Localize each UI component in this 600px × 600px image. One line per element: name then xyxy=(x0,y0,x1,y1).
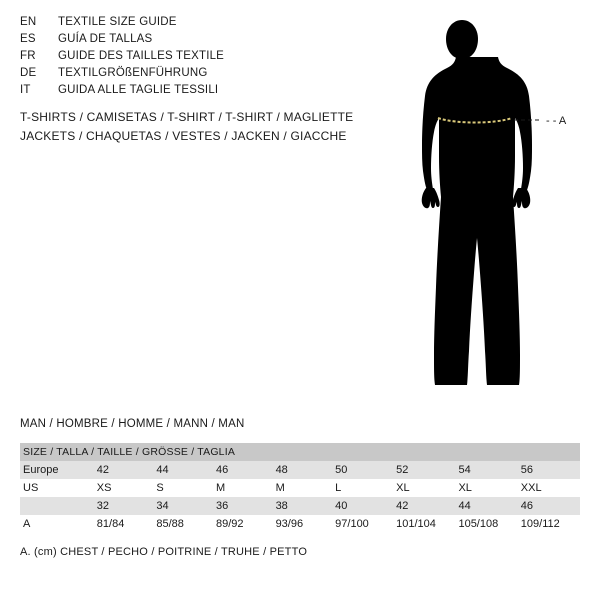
table-header-label: SIZE / TALLA / TAILLE / GRÖSSE / TAGLIA xyxy=(20,443,580,461)
figure-illustration xyxy=(400,10,600,410)
cell: 50 xyxy=(332,461,393,479)
language-row xyxy=(20,16,400,33)
cell: 42 xyxy=(393,497,455,515)
footnote: A. (cm) CHEST / PECHO / POITRINE / TRUHE / PETTO xyxy=(20,546,308,558)
cell: 93/96 xyxy=(273,515,333,533)
row-label xyxy=(20,497,94,515)
size-table xyxy=(20,443,580,533)
language-code: DE xyxy=(20,67,37,79)
language-code: ES xyxy=(20,33,36,45)
table-title: MAN / HOMBRE / HOMME / MANN / MAN xyxy=(20,418,245,430)
cell: 32 xyxy=(94,497,154,515)
cell: M xyxy=(273,479,333,497)
cell: 81/84 xyxy=(94,515,154,533)
cell: XXL xyxy=(518,479,580,497)
cell: 38 xyxy=(273,497,333,515)
cell: 36 xyxy=(213,497,273,515)
table-row xyxy=(20,497,580,515)
cell: 105/108 xyxy=(455,515,517,533)
male-silhouette-icon xyxy=(400,10,600,410)
cell: 89/92 xyxy=(213,515,273,533)
language-text: TEXTILGRÖßENFÜHRUNG xyxy=(58,67,208,79)
measure-label-a: - - A xyxy=(546,115,567,127)
language-code: EN xyxy=(20,16,37,28)
cell: 54 xyxy=(455,461,517,479)
cell: 40 xyxy=(332,497,393,515)
language-text: TEXTILE SIZE GUIDE xyxy=(58,16,177,28)
language-code: IT xyxy=(20,84,31,96)
category-line-jackets: JACKETS / CHAQUETAS / VESTES / JACKEN / GIACCHE xyxy=(20,129,347,143)
table-header-row xyxy=(20,443,580,461)
cell: 42 xyxy=(94,461,154,479)
cell: 44 xyxy=(153,461,213,479)
language-row xyxy=(20,50,400,67)
language-code: FR xyxy=(20,50,36,62)
cell: 56 xyxy=(518,461,580,479)
cell: 85/88 xyxy=(153,515,213,533)
category-line-tshirts: T-SHIRTS / CAMISETAS / T-SHIRT / T-SHIRT / MAGLIETTE xyxy=(20,110,354,124)
cell: XS xyxy=(94,479,154,497)
language-row xyxy=(20,84,400,101)
cell: S xyxy=(153,479,213,497)
language-row xyxy=(20,67,400,84)
language-row xyxy=(20,33,400,50)
row-label: US xyxy=(20,479,94,497)
cell: 101/104 xyxy=(393,515,455,533)
table-row xyxy=(20,515,580,533)
language-text: GUIDE DES TAILLES TEXTILE xyxy=(58,50,225,62)
cell: 44 xyxy=(455,497,517,515)
row-label: A xyxy=(20,515,94,533)
cell: 97/100 xyxy=(332,515,393,533)
cell: XL xyxy=(455,479,517,497)
category-list xyxy=(20,108,420,146)
cell: M xyxy=(213,479,273,497)
table-row xyxy=(20,461,580,479)
cell: 34 xyxy=(153,497,213,515)
language-list xyxy=(20,16,400,101)
cell: 46 xyxy=(518,497,580,515)
language-text: GUÍA DE TALLAS xyxy=(58,33,153,45)
cell: 109/112 xyxy=(518,515,580,533)
cell: XL xyxy=(393,479,455,497)
cell: L xyxy=(332,479,393,497)
table-row xyxy=(20,479,580,497)
language-text: GUIDA ALLE TAGLIE TESSILI xyxy=(58,84,219,96)
cell: 52 xyxy=(393,461,455,479)
cell: 46 xyxy=(213,461,273,479)
cell: 48 xyxy=(273,461,333,479)
row-label: Europe xyxy=(20,461,94,479)
